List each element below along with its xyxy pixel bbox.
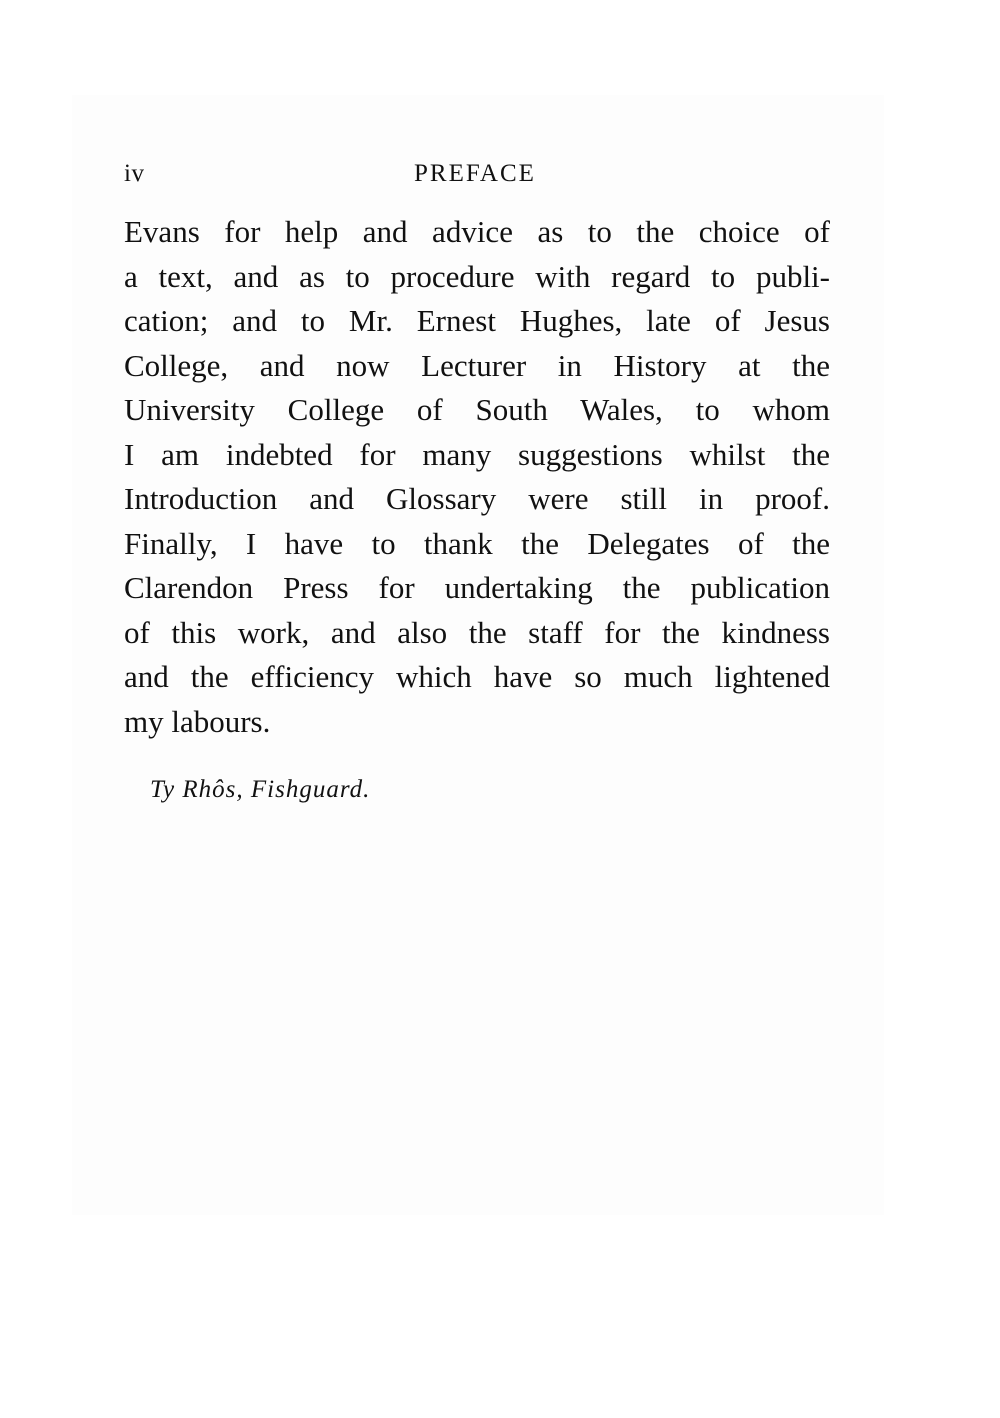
text-line: a text, and as to procedure with regard to publi-	[124, 258, 830, 294]
text-line: of this work, and also the staff for the kindness	[124, 614, 830, 650]
signature-place: Ty Rhôs, Fishguard.	[150, 776, 371, 803]
text-line: Introduction and Glossary were still in proof.	[124, 481, 830, 516]
text-line: I am indebted for many suggestions whilst the	[124, 436, 830, 472]
text-line: Clarendon Press for undertaking the publication	[124, 570, 830, 605]
preface-body	[124, 210, 830, 744]
text-line: cation; and to Mr. Ernest Hughes, late of Jesus	[124, 303, 830, 338]
text-line: and the efficiency which have so much lightened	[124, 659, 830, 694]
text-line: Finally, I have to thank the Delegates of the	[124, 525, 830, 561]
text-line: Evans for help and advice as to the choice of	[124, 214, 830, 249]
text-line: my labours.	[124, 703, 271, 739]
page-number: iv	[124, 160, 145, 187]
text-line: College, and now Lecturer in History at the	[124, 347, 830, 383]
text-line: University College of South Wales, to whom	[124, 392, 830, 427]
running-title: PREFACE	[414, 160, 536, 187]
